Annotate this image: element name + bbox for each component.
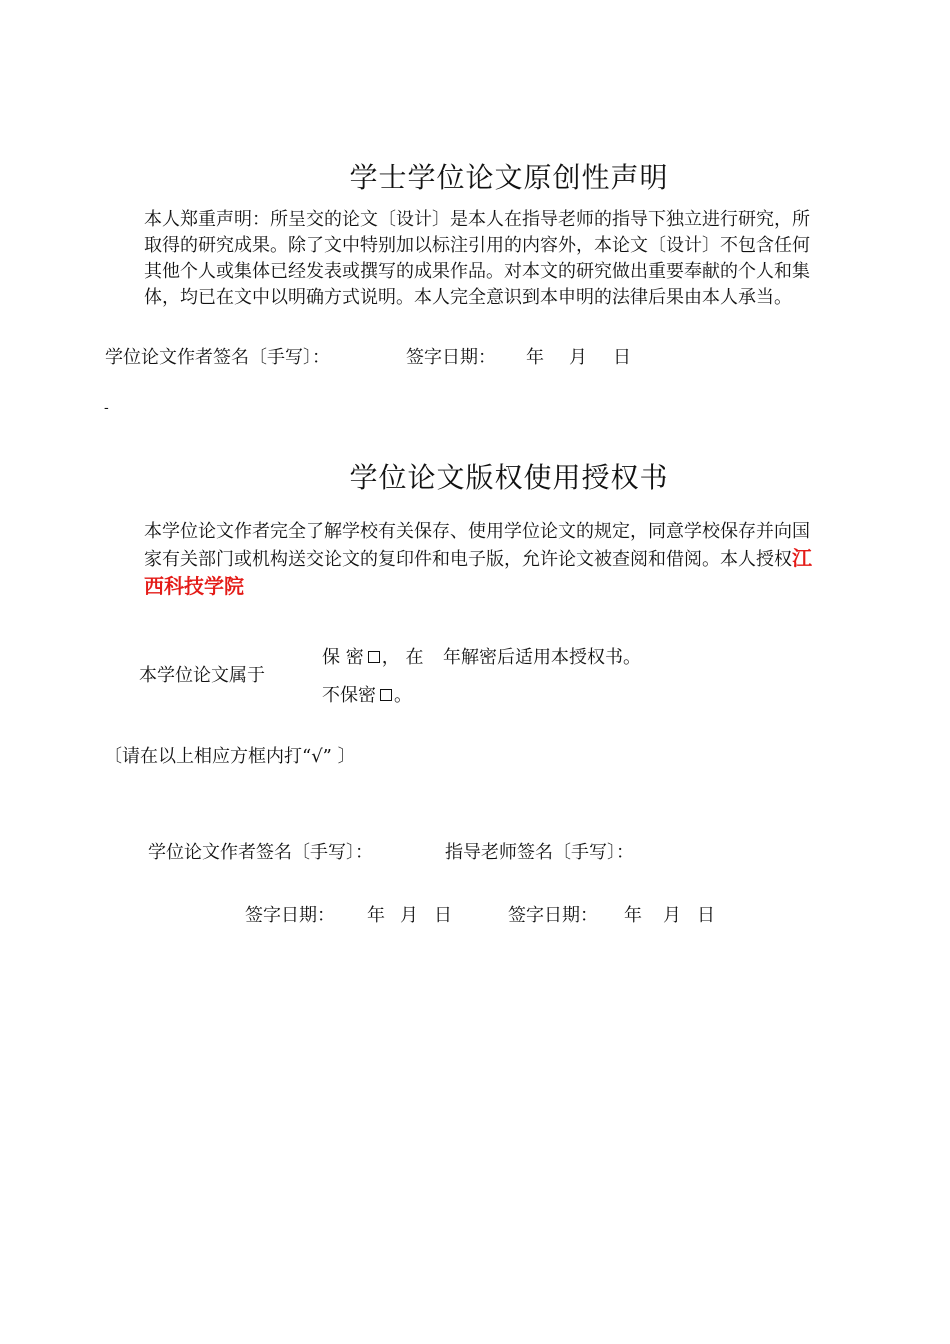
author-date-day: 日 <box>434 905 452 926</box>
author-date-label: 签字日期： <box>245 905 335 926</box>
authorization-title: 学位论文版权使用授权书 <box>349 461 669 494</box>
declaration-line-2: 取得的研究成果。除了文中特别加以标注引用的内容外，本论文〔设计〕不包含任何 <box>144 235 810 256</box>
declaration-title: 学士学位论文原创性声明 <box>349 161 669 194</box>
declaration-line-1: 本人郑重声明：所呈交的论文〔设计〕是本人在指导老师的指导下独立进行研究，所 <box>144 209 810 230</box>
supervisor-signature-label: 指导老师签名〔手写〕： <box>445 842 634 863</box>
authorization-line-2 <box>144 545 856 573</box>
secret-checkbox[interactable] <box>368 651 380 663</box>
institution-name-part-2: 西科技学院 <box>144 574 244 598</box>
declaration-author-signature-label: 学位论文作者签名〔手写〕： <box>105 347 330 368</box>
declaration-paragraph <box>144 207 856 311</box>
authorization-paragraph <box>144 519 856 601</box>
authorization-line-1: 本学位论文作者完全了解学校有关保存、使用学位论文的规定，同意学校保存并向国 <box>144 521 810 542</box>
nonsecret-checkbox[interactable] <box>380 689 392 701</box>
option-secret-tail: 年解密后适用本授权书。 <box>443 647 641 668</box>
supervisor-date-label: 签字日期： <box>508 905 598 926</box>
checkbox-instruction: 〔请在以上相应方框内打“√” 〕 <box>104 746 356 767</box>
supervisor-date-day: 日 <box>697 905 715 926</box>
authorization-line-2-text: 家有关部门或机构送交论文的复印件和电子版，允许论文被查阅和借阅。本人授权 <box>144 549 792 570</box>
option-nonsecret <box>322 681 412 707</box>
declaration-line-3: 其他个人或集体已经发表或撰写的成果作品。对本文的研究做出重要奉献的个人和集 <box>144 261 810 282</box>
author-date-year: 年 <box>367 905 385 926</box>
separator-mark: - <box>104 400 109 416</box>
declaration-month-label: 月 <box>569 347 587 368</box>
declaration-year-label: 年 <box>526 347 544 368</box>
author-date-month: 月 <box>400 905 418 926</box>
option-secret-label: 保 密 <box>322 647 364 668</box>
declaration-date-label: 签字日期： <box>406 347 496 368</box>
institution-name-part-1: 江 <box>792 546 812 570</box>
option-nonsecret-label: 不保密 <box>322 685 376 706</box>
option-secret <box>322 643 423 669</box>
supervisor-date-month: 月 <box>663 905 681 926</box>
authorization-author-signature-label: 学位论文作者签名〔手写〕： <box>148 842 373 863</box>
option-secret-mid: ， 在 <box>381 647 424 668</box>
authorization-line-3 <box>144 573 856 601</box>
thesis-belongs-label: 本学位论文属于 <box>139 665 265 686</box>
supervisor-date-year: 年 <box>624 905 642 926</box>
declaration-day-label: 日 <box>613 347 631 368</box>
declaration-line-4: 体，均已在文中以明确方式说明。本人完全意识到本申明的法律后果由本人承当。 <box>144 287 792 308</box>
option-nonsecret-tail: 。 <box>394 685 412 706</box>
